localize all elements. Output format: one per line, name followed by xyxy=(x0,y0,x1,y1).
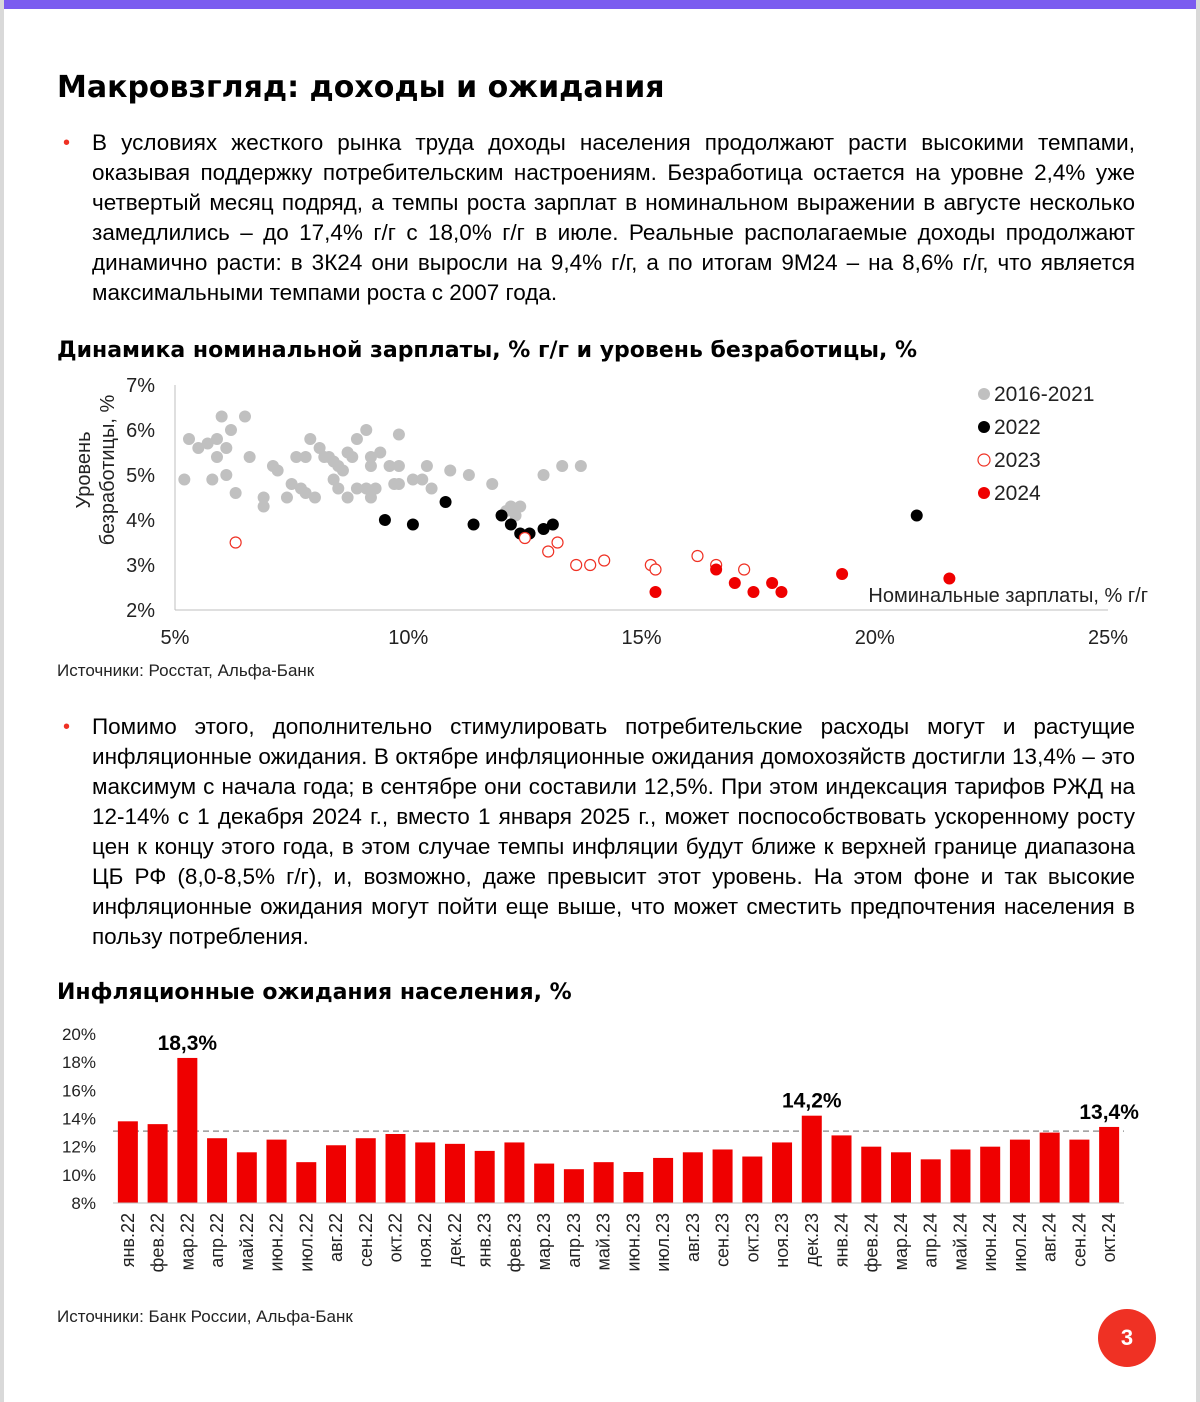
bar-x-tick-label: фев.24 xyxy=(861,1213,882,1273)
scatter-point-2016-2021 xyxy=(575,460,587,472)
bar-июл.23 xyxy=(653,1158,673,1203)
scatter-point-2016-2021 xyxy=(426,483,438,495)
scatter-x-tick-label: 10% xyxy=(388,627,429,649)
bar-июл.24 xyxy=(1010,1140,1030,1203)
bar-сен.23 xyxy=(713,1149,733,1203)
bar-y-tick-label: 12% xyxy=(61,1137,96,1157)
bar-апр.22 xyxy=(207,1138,227,1203)
legend-marker-2022 xyxy=(978,421,990,433)
bar-май.22 xyxy=(237,1152,257,1203)
bar-x-tick-label: дек.22 xyxy=(444,1213,465,1267)
scatter-point-2024 xyxy=(775,586,787,598)
bar-окт.24 xyxy=(1099,1127,1119,1203)
bar-x-tick-label: июн.23 xyxy=(623,1213,644,1272)
scatter-point-2024 xyxy=(766,577,778,589)
scatter-y-tick-label: 5% xyxy=(126,465,155,487)
scatter-point-2016-2021 xyxy=(309,492,321,504)
legend-marker-2023 xyxy=(978,454,990,466)
scatter-x-tick-label: 15% xyxy=(621,627,662,649)
bar-дек.23 xyxy=(802,1116,822,1203)
scatter-chart-title: Динамика номинальной зарплаты, % г/г и уровень безработицы, % xyxy=(57,338,918,363)
scatter-point-2016-2021 xyxy=(393,478,405,490)
bar-x-tick-label: фев.22 xyxy=(147,1213,168,1273)
scatter-point-2016-2021 xyxy=(244,451,256,463)
bar-июн.23 xyxy=(623,1172,643,1203)
bar-x-tick-label: июн.24 xyxy=(980,1213,1001,1272)
scatter-point-2016-2021 xyxy=(416,474,428,486)
bar-авг.22 xyxy=(326,1145,346,1203)
bar-x-tick-label: авг.22 xyxy=(326,1213,347,1262)
legend-label-2016-2021: 2016-2021 xyxy=(994,383,1095,406)
scatter-point-2023 xyxy=(692,551,703,562)
scatter-point-2022 xyxy=(407,519,419,531)
scatter-point-2016-2021 xyxy=(220,469,232,481)
bar-x-tick-label: авг.24 xyxy=(1039,1213,1060,1262)
scatter-x-tick-label: 25% xyxy=(1087,627,1129,649)
scatter-point-2022 xyxy=(379,514,391,526)
scatter-x-tick-label: 20% xyxy=(854,627,895,649)
bar-окт.22 xyxy=(385,1134,405,1203)
scatter-point-2024 xyxy=(836,568,848,580)
scatter-point-2022 xyxy=(440,496,452,508)
bar-x-tick-label: ноя.23 xyxy=(772,1213,793,1268)
scatter-point-2016-2021 xyxy=(178,474,190,486)
scatter-point-2023 xyxy=(571,560,582,571)
scatter-point-2016-2021 xyxy=(342,492,354,504)
scatter-point-2016-2021 xyxy=(365,451,377,463)
scatter-y-tick-label: 6% xyxy=(126,420,155,442)
scatter-point-2016-2021 xyxy=(421,460,433,472)
scatter-point-2024 xyxy=(943,573,955,585)
bullet-marker-2: • xyxy=(63,716,71,738)
bar-x-tick-label: авг.23 xyxy=(682,1213,703,1262)
legend-marker-2024 xyxy=(978,487,990,499)
bar-авг.23 xyxy=(683,1152,703,1203)
bar-x-tick-label: окт.23 xyxy=(742,1213,763,1263)
bar-фев.24 xyxy=(861,1147,881,1203)
scatter-x-tick-label: 5% xyxy=(160,627,190,649)
scatter-point-2016-2021 xyxy=(300,451,312,463)
scatter-point-2023 xyxy=(230,537,241,548)
bar-фев.22 xyxy=(148,1124,168,1203)
bar-авг.24 xyxy=(1040,1133,1060,1203)
scatter-point-2024 xyxy=(729,577,741,589)
scatter-point-2016-2021 xyxy=(211,433,223,445)
scatter-point-2022 xyxy=(505,519,517,531)
scatter-point-2023 xyxy=(543,546,554,557)
scatter-point-2016-2021 xyxy=(239,411,251,423)
bar-x-tick-label: мар.24 xyxy=(890,1213,911,1271)
bar-x-tick-label: янв.23 xyxy=(474,1213,495,1268)
scatter-point-2023 xyxy=(519,533,530,544)
scatter-point-2016-2021 xyxy=(216,411,228,423)
scatter-point-2023 xyxy=(650,564,661,575)
scatter-source: Источники: Росстат, Альфа-Банк xyxy=(57,661,315,680)
scatter-point-2024 xyxy=(710,564,722,576)
bar-x-tick-label: сен.24 xyxy=(1069,1213,1090,1267)
legend-label-2022: 2022 xyxy=(994,416,1041,439)
scatter-point-2016-2021 xyxy=(538,469,550,481)
scatter-point-2016-2021 xyxy=(346,451,358,463)
bar-x-tick-label: апр.22 xyxy=(207,1213,228,1268)
bar-x-tick-label: апр.24 xyxy=(920,1213,941,1268)
scatter-y-tick-label: 7% xyxy=(126,375,155,397)
scatter-point-2016-2021 xyxy=(225,424,237,436)
bar-фев.23 xyxy=(504,1142,524,1203)
scatter-point-2023 xyxy=(552,537,563,548)
page-title: Макровзгляд: доходы и ожидания xyxy=(57,70,665,105)
scatter-point-2023 xyxy=(739,564,750,575)
scatter-point-2016-2021 xyxy=(351,433,363,445)
scatter-point-2016-2021 xyxy=(393,460,405,472)
bar-июн.22 xyxy=(267,1140,287,1203)
scatter-point-2016-2021 xyxy=(206,474,218,486)
scatter-y-axis-label: Уровень безработицы, % xyxy=(73,394,119,546)
bar-y-tick-label: 10% xyxy=(61,1165,96,1185)
bar-апр.24 xyxy=(921,1159,941,1203)
bar-x-tick-label: июл.22 xyxy=(296,1213,317,1272)
scatter-point-2022 xyxy=(496,510,508,522)
bar-май.24 xyxy=(950,1149,970,1203)
bar-x-tick-label: янв.24 xyxy=(831,1213,852,1268)
bar-x-tick-label: окт.24 xyxy=(1099,1213,1120,1263)
bar-x-tick-label: май.23 xyxy=(593,1213,614,1271)
bar-chart-title: Инфляционные ожидания населения, % xyxy=(57,980,572,1005)
scatter-point-2022 xyxy=(547,519,559,531)
scatter-point-2016-2021 xyxy=(337,465,349,477)
bar-source: Источники: Банк России, Альфа-Банк xyxy=(57,1307,353,1326)
bar-chart xyxy=(0,1015,1200,1300)
bar-мар.24 xyxy=(891,1152,911,1203)
bar-x-tick-label: фев.23 xyxy=(504,1213,525,1273)
top-accent-bar xyxy=(0,0,1200,9)
bar-y-tick-label: 8% xyxy=(71,1194,96,1213)
scatter-y-tick-label: 3% xyxy=(126,555,155,577)
bar-мар.23 xyxy=(534,1164,554,1203)
scatter-point-2016-2021 xyxy=(556,460,568,472)
scatter-point-2016-2021 xyxy=(360,424,372,436)
scatter-point-2016-2021 xyxy=(281,492,293,504)
bullet-marker-1: • xyxy=(63,132,71,154)
bar-июн.24 xyxy=(980,1147,1000,1203)
bar-x-tick-label: дек.23 xyxy=(801,1213,822,1267)
bar-апр.23 xyxy=(564,1169,584,1203)
bar-мар.22 xyxy=(177,1058,197,1203)
scatter-point-2016-2021 xyxy=(332,483,344,495)
bar-x-tick-label: июн.22 xyxy=(266,1213,287,1272)
scatter-point-2016-2021 xyxy=(183,433,195,445)
scatter-point-2024 xyxy=(649,586,661,598)
bar-x-tick-label: сен.22 xyxy=(355,1213,376,1267)
scatter-point-2023 xyxy=(599,555,610,566)
bar-май.23 xyxy=(594,1162,614,1203)
bar-x-tick-label: июл.24 xyxy=(1009,1213,1030,1272)
legend-label-2024: 2024 xyxy=(994,482,1041,505)
scatter-point-2016-2021 xyxy=(370,483,382,495)
bar-x-tick-label: мар.23 xyxy=(534,1213,555,1271)
scatter-point-2016-2021 xyxy=(211,451,223,463)
scatter-point-2022 xyxy=(468,519,480,531)
scatter-y-tick-label: 2% xyxy=(126,600,155,622)
bar-x-tick-label: май.24 xyxy=(950,1213,971,1271)
bar-x-tick-label: сен.23 xyxy=(712,1213,733,1267)
scatter-point-2016-2021 xyxy=(393,429,405,441)
bar-сен.24 xyxy=(1069,1140,1089,1203)
bar-x-tick-label: окт.22 xyxy=(385,1213,406,1263)
bar-янв.22 xyxy=(118,1121,138,1203)
bar-x-tick-label: апр.23 xyxy=(563,1213,584,1268)
scatter-point-2016-2021 xyxy=(486,478,498,490)
bar-ноя.23 xyxy=(772,1142,792,1203)
scatter-x-axis-label: Номинальные зарплаты, % г/г xyxy=(868,585,1148,607)
scatter-point-2022 xyxy=(911,510,923,522)
bar-data-label: 13,4% xyxy=(1079,1100,1139,1124)
bar-июл.22 xyxy=(296,1162,316,1203)
scatter-point-2024 xyxy=(747,586,759,598)
paragraph-inflation: Помимо этого, дополнительно стимулировать потребительские расходы могут и растущие инфляционные ожидания. В октябре инфляционные ожидания домохозяйств достигли 13,4% – это максимум с начала года; в сентябре они составили 12,5%. При этом индексация тарифов РЖД на 12-14% с 1 декабря 2024 г., вместо 1 января 2025 г., может поспособствовать ускоренному росту цен к концу этого года, в этом случае темпы инфляции будут ближе к верхней границе диапазона ЦБ РФ (8,0-8,5% г/г), и, возможно, даже превысит этот уровень. На этом фоне и так высокие инфляционные ожидания могут пойти еще выше, что может сместить предпочтения населения в пользу потребления. xyxy=(92,714,1135,949)
bar-x-tick-label: ноя.22 xyxy=(415,1213,436,1268)
bar-y-tick-label: 20% xyxy=(61,1025,96,1044)
page-number-badge: 3 xyxy=(1098,1309,1156,1367)
bar-сен.22 xyxy=(356,1138,376,1203)
bar-окт.23 xyxy=(742,1157,762,1203)
scatter-point-2016-2021 xyxy=(230,487,242,499)
paragraph-income: В условиях жесткого рынка труда доходы населения продолжают расти высокими темпами, оказывая поддержку потребительским настроениям. Безработица остается на уровне 2,4% уже четвертый месяц подряд, а темпы роста зарплат в номинальном выражении в августе несколько замедлились – до 17,4% г/г с 18,0% г/г в июле. Реальные располагаемые доходы продолжают динамично расти: в 3К24 они выросли на 9,4% г/г, а по итогам 9М24 – на 8,6% г/г, что является максимальными темпами роста с 2007 года. xyxy=(92,130,1135,305)
bar-x-tick-label: июл.23 xyxy=(653,1213,674,1272)
bar-data-label: 18,3% xyxy=(157,1031,218,1055)
bar-y-tick-label: 16% xyxy=(61,1081,96,1101)
scatter-point-2016-2021 xyxy=(304,433,316,445)
scatter-chart xyxy=(0,370,1200,660)
bar-data-label: 14,2% xyxy=(782,1089,842,1113)
bar-x-tick-label: мар.22 xyxy=(177,1213,198,1271)
scatter-point-2023 xyxy=(585,560,596,571)
bar-дек.22 xyxy=(445,1144,465,1203)
scatter-y-tick-label: 4% xyxy=(126,510,155,532)
legend-marker-2016-2021 xyxy=(978,388,990,400)
bar-x-tick-label: янв.22 xyxy=(117,1213,138,1268)
scatter-point-2016-2021 xyxy=(463,469,475,481)
scatter-point-2016-2021 xyxy=(444,465,456,477)
scatter-point-2016-2021 xyxy=(220,442,232,454)
legend-label-2023: 2023 xyxy=(994,449,1041,472)
bar-янв.23 xyxy=(475,1151,495,1203)
bar-янв.24 xyxy=(832,1135,852,1203)
bar-y-tick-label: 14% xyxy=(61,1109,96,1129)
scatter-point-2016-2021 xyxy=(258,501,270,513)
scatter-point-2016-2021 xyxy=(272,465,284,477)
bar-y-tick-label: 18% xyxy=(61,1053,96,1073)
bar-ноя.22 xyxy=(415,1142,435,1203)
bar-x-tick-label: май.22 xyxy=(236,1213,257,1271)
